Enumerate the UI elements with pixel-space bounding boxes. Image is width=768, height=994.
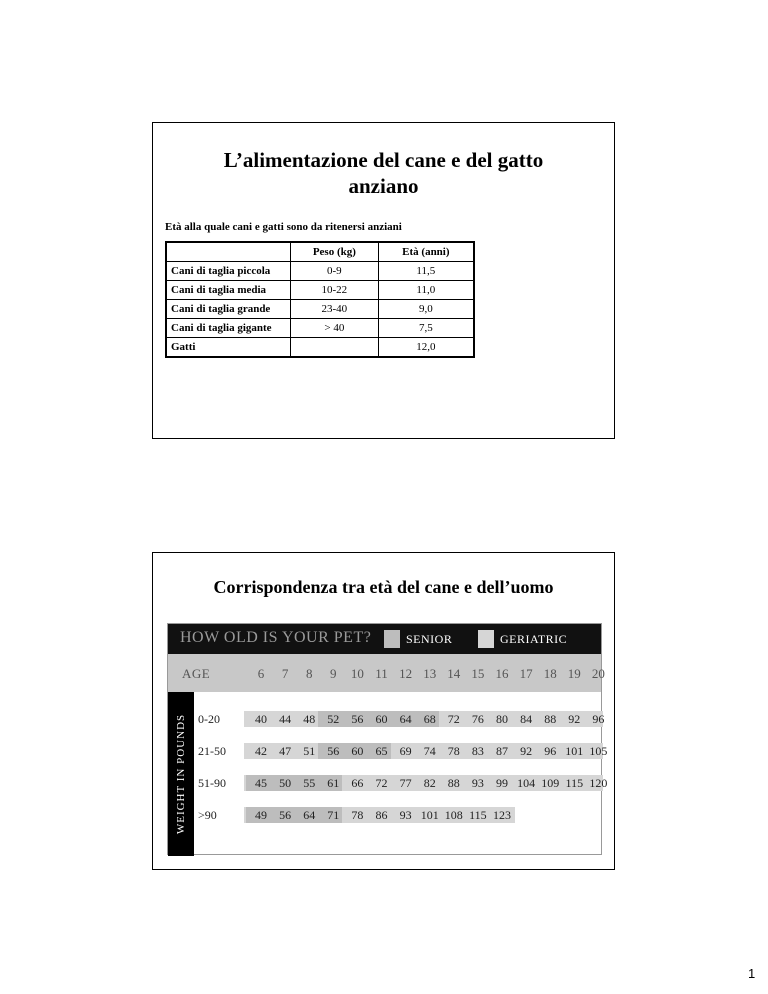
table-row (166, 300, 474, 319)
human-age-value: 56 (279, 808, 292, 822)
human-age-value: 60 (375, 712, 388, 726)
human-age-value: 87 (496, 744, 508, 758)
page-number: 1 (748, 966, 756, 981)
human-age-value: 84 (520, 712, 533, 726)
age-cell: 11,0 (378, 281, 474, 300)
human-age-value: 96 (592, 712, 605, 726)
weight-cell: 10-22 (291, 281, 379, 300)
weight-row-label: 51-90 (198, 776, 226, 790)
human-age-value: 101 (420, 808, 439, 822)
human-age-value: 56 (327, 744, 340, 758)
slide-1-subtitle: Età alla quale cani e gatti sono da ritenersi anziani (165, 221, 402, 233)
human-age-value: 120 (589, 776, 608, 790)
human-age-value: 69 (399, 744, 412, 758)
human-age-value: 74 (423, 744, 436, 758)
human-age-value: 71 (327, 808, 340, 822)
human-age-value: 92 (520, 744, 533, 758)
chart-heading: HOW OLD IS YOUR PET? (180, 629, 372, 646)
human-age-value: 42 (255, 744, 267, 758)
weight-side-bar (168, 692, 194, 856)
slide-2-title: Corrispondenza tra età del cane e dell’uomo (213, 577, 554, 597)
human-age-value: 109 (541, 776, 560, 790)
row-label: Cani di taglia gigante (166, 319, 291, 338)
age-tick-label: 17 (519, 666, 533, 681)
weight-row-label: >90 (198, 808, 217, 822)
human-age-value: 108 (444, 808, 463, 822)
human-age-value: 60 (351, 744, 364, 758)
human-age-value: 115 (565, 776, 584, 790)
human-age-value: 64 (303, 808, 316, 822)
human-age-value: 40 (255, 712, 267, 726)
geriatric-legend-label: GERIATRIC (500, 632, 568, 646)
slide-2 (152, 552, 615, 870)
age-tick-label: 20 (591, 666, 605, 681)
human-age-value: 99 (496, 776, 508, 790)
human-age-value: 83 (471, 744, 484, 758)
geriatric-legend-swatch (478, 630, 494, 648)
age-cell: 7,5 (378, 319, 474, 338)
human-age-value: 101 (565, 744, 584, 758)
age-tick-label: 11 (375, 666, 388, 681)
human-age-value: 115 (469, 808, 487, 822)
age-tick-label: 8 (305, 666, 313, 681)
senior-legend-label: SENIOR (406, 632, 453, 646)
weight-row-label: 0-20 (198, 712, 220, 726)
table-row (166, 338, 474, 358)
weight-cell: 0-9 (291, 262, 379, 281)
weight-cell: > 40 (291, 319, 379, 338)
human-age-value: 61 (327, 776, 340, 790)
human-age-value: 47 (279, 744, 292, 758)
human-age-value: 80 (496, 712, 508, 726)
age-tick-label: 13 (423, 666, 437, 681)
human-age-value: 50 (279, 776, 292, 790)
age-cell: 9,0 (378, 300, 474, 319)
human-age-value: 49 (255, 808, 267, 822)
human-age-value: 104 (517, 776, 536, 790)
age-cell: 11,5 (378, 262, 474, 281)
human-age-value: 78 (447, 744, 460, 758)
human-age-value: 77 (399, 776, 412, 790)
human-age-value: 82 (423, 776, 436, 790)
human-age-value: 93 (399, 808, 412, 822)
senior-age-table (165, 241, 475, 358)
human-age-value: 76 (471, 712, 484, 726)
table-row (166, 319, 474, 338)
age-tick-label: 7 (281, 666, 289, 681)
senior-legend-swatch (384, 630, 400, 648)
human-age-value: 56 (351, 712, 364, 726)
age-tick-label: 14 (447, 666, 461, 681)
age-tick-label: 9 (330, 666, 337, 681)
age-tick-label: 19 (567, 666, 581, 681)
table-row (166, 281, 474, 300)
human-age-value: 48 (303, 712, 316, 726)
table-header-cell: Età (anni) (378, 242, 474, 262)
table-header-cell (166, 242, 291, 262)
age-tick-label: 16 (495, 666, 509, 681)
human-age-value: 123 (493, 808, 511, 822)
slide-1-title-line-2: anziano (348, 174, 419, 198)
weight-axis-label: WEIGHT IN POUNDS (175, 713, 187, 835)
age-tick-label: 12 (399, 666, 413, 681)
human-age-value: 92 (568, 712, 581, 726)
age-tick-label: 6 (257, 666, 265, 681)
human-age-value: 68 (423, 712, 436, 726)
row-label: Cani di taglia media (166, 281, 291, 300)
age-tick-label: 15 (471, 666, 485, 681)
human-age-value: 65 (375, 744, 388, 758)
human-age-value: 66 (351, 776, 364, 790)
chart-header-bar (168, 624, 601, 654)
slide-1-title (153, 147, 614, 199)
row-label: Cani di taglia piccola (166, 262, 291, 281)
human-age-value: 96 (544, 744, 557, 758)
slide-1-title-line-1: L’alimentazione del cane e del gatto (223, 148, 544, 172)
human-age-value: 45 (255, 776, 267, 790)
table-row (166, 262, 474, 281)
human-age-value: 105 (589, 744, 608, 758)
row-label: Cani di taglia grande (166, 300, 291, 319)
age-cell: 12,0 (378, 338, 474, 358)
human-age-value: 72 (447, 712, 460, 726)
human-age-value: 88 (544, 712, 557, 726)
pet-age-chart (167, 623, 608, 855)
human-age-value: 86 (375, 808, 388, 822)
human-age-value: 52 (327, 712, 340, 726)
table-header-cell: Peso (kg) (291, 242, 379, 262)
age-tick-label: 10 (350, 666, 364, 681)
weight-cell (291, 338, 379, 358)
weight-cell: 23-40 (291, 300, 379, 319)
human-age-value: 64 (399, 712, 412, 726)
human-age-value: 72 (375, 776, 388, 790)
slide-1 (152, 122, 615, 439)
age-tick-label: 18 (543, 666, 557, 681)
human-age-value: 55 (303, 776, 316, 790)
table-header-row (166, 242, 474, 262)
weight-row-label: 21-50 (198, 744, 226, 758)
human-age-value: 51 (303, 744, 316, 758)
human-age-value: 44 (279, 712, 292, 726)
human-age-value: 88 (447, 776, 460, 790)
age-axis-label: AGE (182, 666, 211, 681)
human-age-value: 93 (471, 776, 484, 790)
row-label: Gatti (166, 338, 291, 358)
human-age-value: 78 (351, 808, 364, 822)
